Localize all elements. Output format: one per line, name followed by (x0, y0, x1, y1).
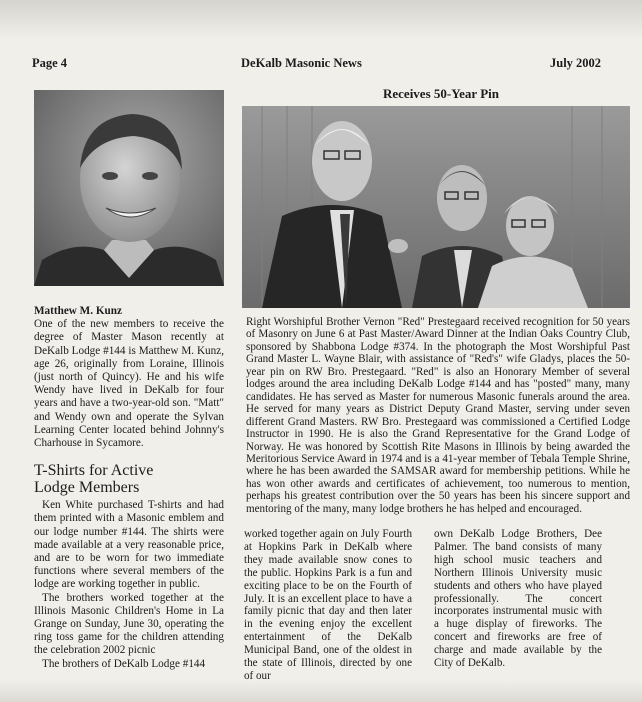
left-column (34, 305, 224, 671)
tshirt-paragraph-2: The brothers worked together at the Illinois Masonic Children's Home in La Grange on Sunday, June 30, operating the ring toss game for the children attending the celebration 2002 picnic (34, 591, 224, 657)
page-number: Page 4 (32, 56, 68, 70)
scan-bottom-edge (0, 680, 642, 702)
tshirt-paragraph-1: Ken White purchased T-shirts and had them printed with a Masonic emblem and our lodge number #144. The shirts were made available at a very reasonable price, and are to be worn for two immediate functions where several members of the lodge are working together in public. (34, 499, 224, 591)
tshirt-paragraph-3: The brothers of DeKalb Lodge #144 (42, 657, 206, 670)
pin-ceremony-caption: Right Worshipful Brother Vernon "Red" Prestegaard received recognition for 50 years of Masonry on June 6 at Past Master/Award Dinner at the Indian Oaks Country Club, sponsored by Shabbona Lodge #374. In the photograph the Most Worshipful Past Grand Master L. Wayne Blair, with assistance of "Red's" wife Gladys, places the 50-year pin on RW Bro. Prestegaard. "Red" is also an Honorary Member of several lodges around the area including DeKalb Lodge #144 and has "posted" many, many candidates. He has served as Master for numerous Masonic funerals around the area. He served for many years as District Deputy Grand Master, serving under seven different Grand Masters. RW Bro. Prestegaard was commissioned a Certified Lodge Instructor in 1990. He is also the Grand Representative for the Grand Lodge of Norway. He was honored by Scottish Rite Masons in Illinois by being awarded the Meritorious Service Award in 1974 and is a 41-year member of Tebala Temple Shrine, where he has been awarded the SAMSAR award for membership petitions. While he has won other awards and certificates of achievement, too numerous to mention, perhaps his greatest contribution over the 50 years has been his sincere support and mentoring of the many, many lodge brothers he has helped and encouraged. (246, 316, 630, 515)
tshirt-heading (34, 462, 224, 496)
member-portrait (34, 90, 224, 286)
pin-ceremony-photo-art (242, 106, 630, 308)
tshirt-heading-line1: T-Shirts for Active (34, 462, 154, 480)
tshirt-column-3: own DeKalb Lodge Brothers, Dee Palmer. The band consists of many high school music teachers and Northern Illinois University music students and others who have played professionally. The concert incorporates instrumental music with a huge display of fireworks. The concert and fireworks are free of charge and made available by the City of DeKalb. (434, 528, 602, 670)
tshirt-heading-line2: Lodge Members (34, 479, 140, 497)
publication-title: DeKalb Masonic News (241, 56, 362, 70)
feature-headline: Receives 50-Year Pin (383, 86, 500, 101)
member-caption: Matthew M. Kunz (34, 305, 122, 317)
issue-date: July 2002 (550, 56, 602, 70)
tshirt-column-2: worked together again on July Fourth at Hopkins Park in DeKalb where they made available snow cones to the public. Hopkins Park is a fun and exciting place to be on the Fourth of July. It is an excellent place to have a family picnic that day and then later in the evening enjoy the excellent entertainment of the DeKalb Municipal Band, one of the oldest in the state of Illinois, directed by one of our (244, 528, 412, 682)
pin-ceremony-photo (242, 106, 630, 308)
scan-top-edge (0, 0, 642, 40)
member-portrait-art (34, 90, 224, 286)
member-bio: One of the new members to receive the degree of Master Mason recently at DeKalb Lodge #144 is Matthew M. Kunz, age 26, originally from Loraine, Illinois (just north of Quincy). He and his wife Wendy have lived in DeKalb for four years and have a two-year-old son. "Matt" and Wendy own and operate the Sylvan Learning Center located behind Johnny's Charhouse in Sycamore. (34, 318, 224, 450)
